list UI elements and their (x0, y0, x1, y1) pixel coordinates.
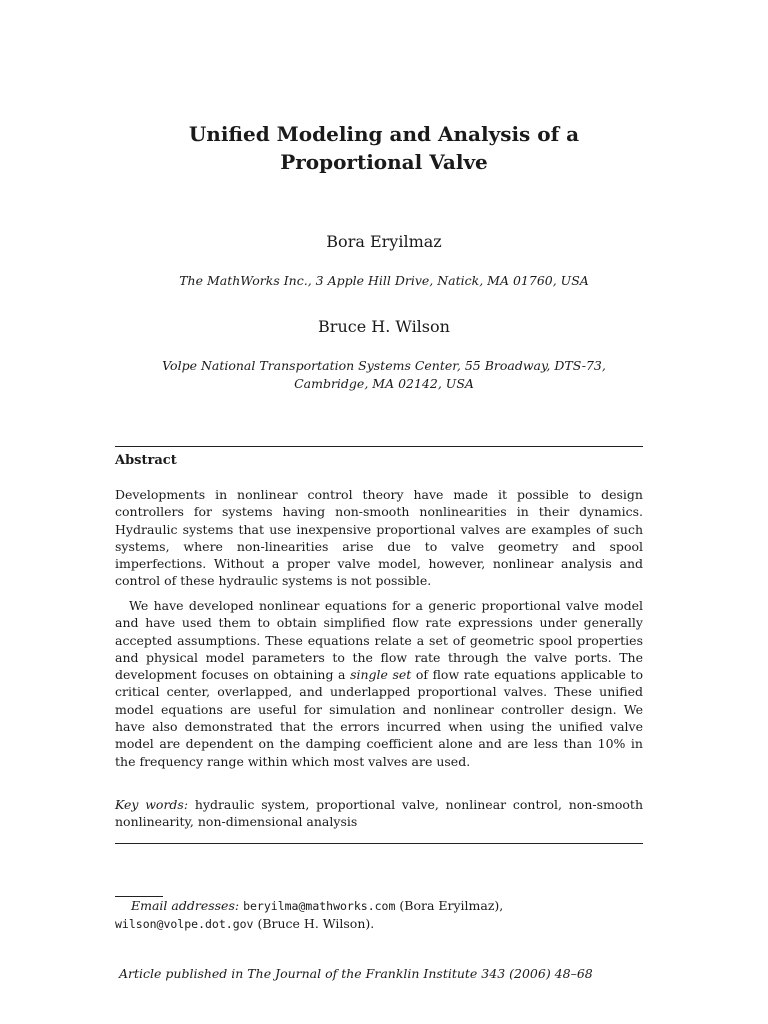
email-link-2[interactable]: wilson@volpe.dot.gov (115, 917, 254, 931)
footnote-name-1: (Bora Eryilmaz), (395, 898, 504, 913)
email-footnote (115, 897, 643, 933)
abstract-heading: Abstract (115, 453, 177, 468)
keywords-text: hydraulic system, proportional valve, nonlinear control, non-smooth nonlinearity, non-dimensional analysis (115, 797, 643, 830)
email-link-1[interactable]: beryilma@mathworks.com (243, 899, 396, 913)
author-1-name: Bora Eryilmaz (326, 232, 442, 251)
abstract-paragraph-1: Developments in nonlinear control theory have made it possible to design controllers for systems having non-smooth nonlinearities in their dynamics. Hydraulic systems that use inexpensive proportional valves are examples of such systems, where non-linearities arise due to valve geometry and spool imperfections. Without a proper valve model, however, nonlinear analysis and control of these hydraulic systems is not possible. (115, 487, 643, 589)
title-line-1: Unified Modeling and Analysis of a (188, 122, 580, 146)
affiliation-line: The MathWorks Inc., 3 Apple Hill Drive, Natick, MA 01760, USA (179, 273, 589, 288)
keywords (115, 796, 643, 831)
keywords-label: Key words: (115, 797, 189, 812)
author-2-affiliation (0, 357, 768, 393)
paragraph-2-text-start: We have developed nonlinear equations for a generic proportional valve model and have used them to obtain simplified flow rate expressions under generally accepted assumptions. These equations relate a set of geometric spool properties and physical model parameters to the flow rate through the valve ports. The development focuses on obtaining a (115, 598, 643, 683)
title-line-2: Proportional Valve (280, 150, 488, 174)
abstract-paragraph-2 (115, 597, 643, 770)
abstract-bottom-rule (115, 843, 643, 844)
paragraph-2-emphasis: single set (350, 667, 412, 683)
footnote-name-2: (Bruce H. Wilson). (253, 916, 375, 931)
abstract-top-rule (115, 446, 643, 447)
paragraph-2-text-end: of flow rate equations applicable to critical center, overlapped, and underlapped proportional valves. These unified model equations are useful for simulation and nonlinear controller design. We have also demonstrated that the errors incurred when using the unified valve model are dependent on the damping coefficient alone and are less than 10% in the frequency range within which most valves are used. (115, 667, 644, 769)
paper-title (0, 120, 768, 176)
footnote-label: Email addresses: (131, 898, 240, 913)
author-1-affiliation (0, 272, 768, 290)
affiliation-line: Volpe National Transportation Systems Center, 55 Broadway, DTS-73, (162, 358, 606, 373)
author-2-name: Bruce H. Wilson (318, 317, 450, 336)
affiliation-line: Cambridge, MA 02142, USA (294, 376, 474, 391)
publication-note: Article published in The Journal of the Franklin Institute 343 (2006) 48–68 (119, 966, 593, 981)
